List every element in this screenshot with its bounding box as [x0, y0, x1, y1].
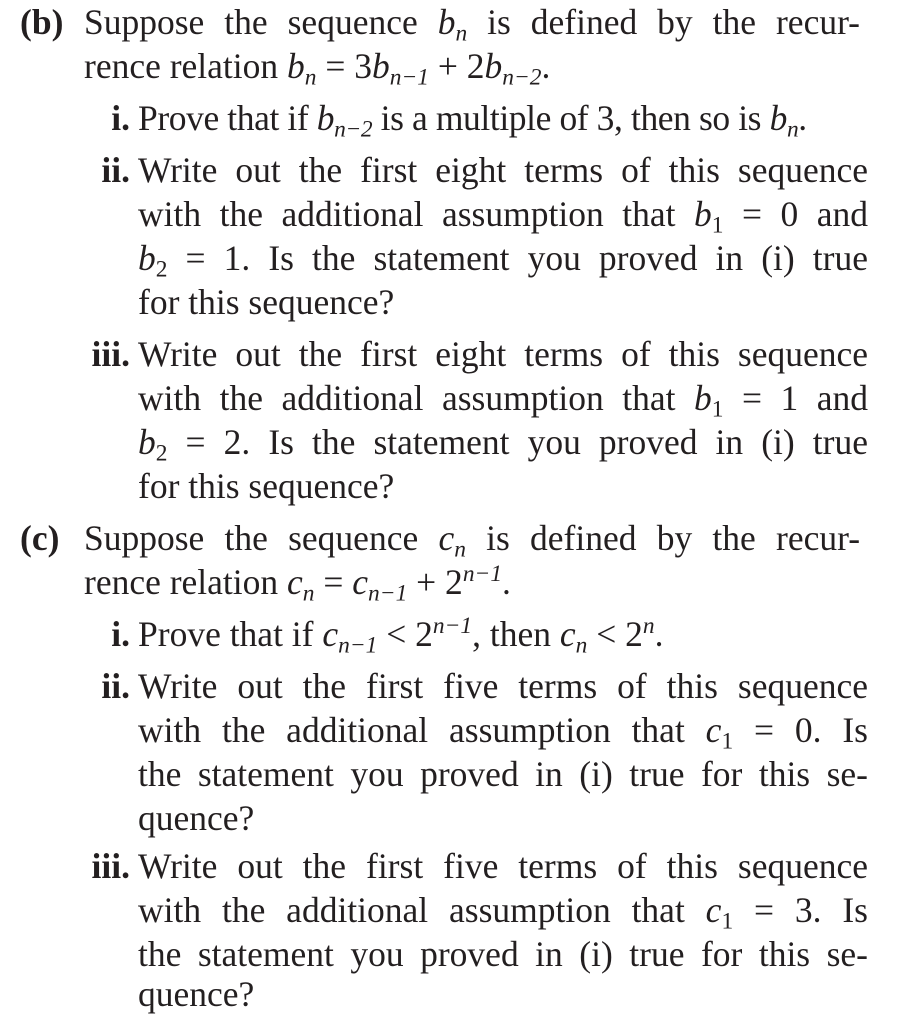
- part-c-intro-line-1: Suppose the sequence $c_n$ is defined by the recur-: [84, 518, 861, 563]
- part-b-label: (b): [20, 2, 64, 42]
- part-c-intro-line-2: rence relation $c_n = c_{n-1} + 2^{n-1}$.: [84, 561, 511, 607]
- part-b-iii-line-2: with the additional assumption that $b_1 = 1$ and: [138, 378, 868, 423]
- part-b-ii-label: ii.: [101, 150, 130, 190]
- part-b-iii-line-1: Write out the first eight terms of this sequence: [138, 334, 868, 374]
- part-c-iii-line-4: quence?: [138, 974, 255, 1014]
- part-b-ii-line-2: with the additional assumption that $b_1 = 0$ and: [138, 194, 868, 239]
- part-c-ii-line-3: the statement you proved in (i) true for this se-: [138, 754, 868, 794]
- part-c-label: (c): [20, 518, 60, 558]
- part-c-i-line-1: Prove that if $c_{n-1} < 2^{n-1}$, then $c_n < 2^n$.: [138, 613, 664, 659]
- part-b-iii-label: iii.: [91, 334, 130, 374]
- part-b-i-line-1: Prove that if $b_{n-2}$ is a multiple of 3, then so is $b_n$.: [138, 98, 807, 143]
- part-c-ii-label: ii.: [101, 666, 130, 706]
- part-c-iii-line-2: with the additional assumption that $c_1 = 3$. Is: [138, 890, 868, 935]
- part-c-ii-line-4: quence?: [138, 798, 255, 838]
- part-b-ii-line-4: for this sequence?: [138, 282, 395, 322]
- part-b-intro-line-2: rence relation $b_n = 3b_{n-1} + 2b_{n-2}$.: [84, 46, 551, 91]
- part-c-iii-line-1: Write out the first five terms of this sequence: [138, 846, 868, 886]
- part-c-ii-line-2: with the additional assumption that $c_1 = 0$. Is: [138, 710, 868, 755]
- part-b-iii-line-3: $b_2 = 2$. Is the statement you proved in (i) true: [138, 422, 868, 467]
- part-b-ii-line-1: Write out the first eight terms of this sequence: [138, 150, 868, 190]
- part-c-iii-line-3: the statement you proved in (i) true for this se-: [138, 934, 868, 974]
- part-c-i-label: i.: [111, 614, 130, 654]
- part-b-ii-line-3: $b_2 = 1$. Is the statement you proved in (i) true: [138, 238, 868, 283]
- part-b-intro-line-1: Suppose the sequence $b_n$ is defined by the recur-: [84, 2, 861, 47]
- part-c-ii-line-1: Write out the first five terms of this sequence: [138, 666, 868, 706]
- part-c-iii-label: iii.: [91, 846, 130, 886]
- part-b-i-label: i.: [111, 98, 130, 138]
- part-b-iii-line-4: for this sequence?: [138, 466, 395, 506]
